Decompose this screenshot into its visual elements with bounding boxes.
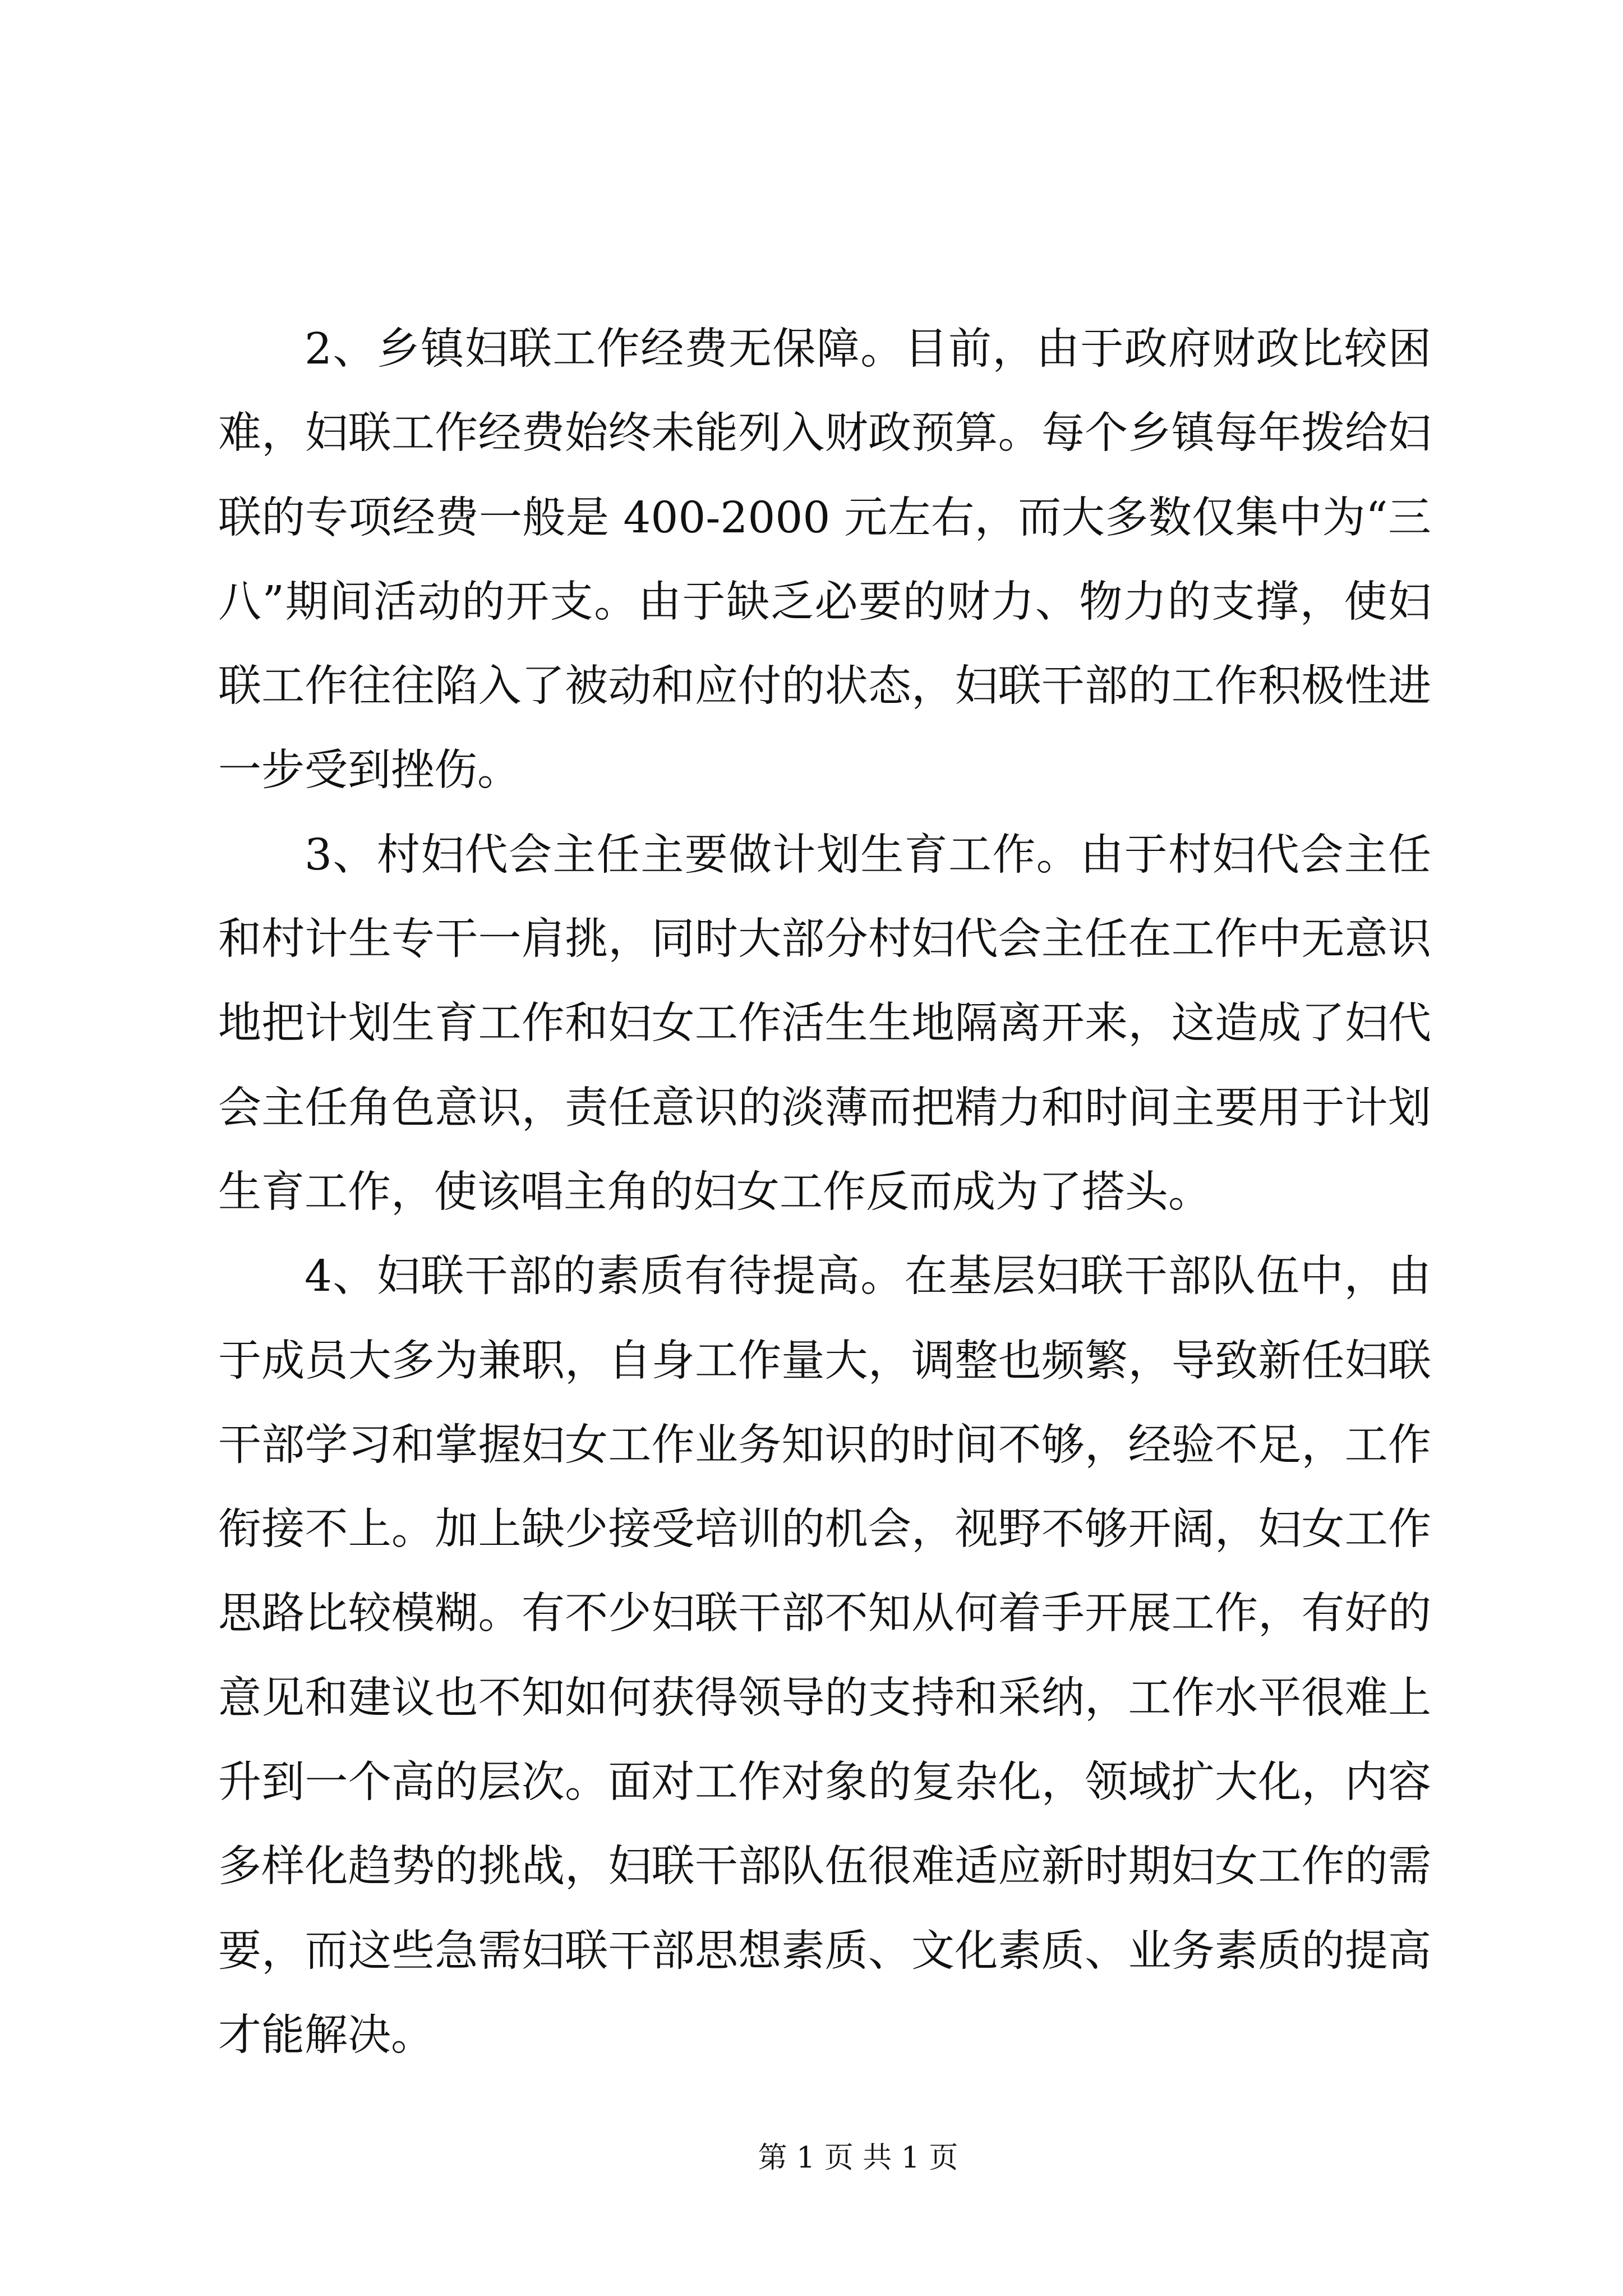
text-line: 八”期间活动的开支。由于缺乏必要的财力、物力的支撑，使妇 [218, 577, 1431, 627]
text-line: 才能解决。 [218, 2010, 434, 2060]
text-line: 和村计生专干一肩挑，同时大部分村妇代会主任在工作中无意识 [218, 914, 1431, 965]
text-line: 会主任角色意识，责任意识的淡薄而把精力和时间主要用于计划 [218, 1083, 1431, 1133]
text-line: 3、村妇代会主任主要做计划生育工作。由于村妇代会主任 [305, 830, 1431, 880]
text-line: 意见和建议也不知如何获得领导的支持和采纳，工作水平很难上 [218, 1673, 1431, 1723]
paragraph [218, 813, 1431, 1235]
text-line: 升到一个高的层次。面对工作对象的复杂化，领域扩大化，内容 [218, 1757, 1431, 1808]
text-line: 生育工作，使该唱主角的妇女工作反而成为了搭头。 [218, 1167, 1211, 1217]
document-body [218, 307, 1431, 2078]
text-line: 多样化趋势的挑战，妇联干部队伍很难适应新时期妇女工作的需 [218, 1842, 1431, 1892]
text-line: 4、妇联干部的素质有待提高。在基层妇联干部队伍中，由 [305, 1251, 1431, 1302]
text-line: 衔接不上。加上缺少接受培训的机会，视野不够开阔，妇女工作 [218, 1504, 1431, 1555]
text-line: 地把计划生育工作和妇女工作活生生地隔离开来，这造成了妇代 [218, 999, 1431, 1049]
page-footer: 第 1 页 共 1 页 [758, 2141, 958, 2175]
text-line: 难，妇联工作经费始终未能列入财政预算。每个乡镇每年拨给妇 [218, 408, 1431, 459]
text-line: 一步受到挫伤。 [218, 746, 520, 796]
text-line: 要，而这些急需妇联干部思想素质、文化素质、业务素质的提高 [218, 1926, 1431, 1976]
text-line: 2、乡镇妇联工作经费无保障。目前，由于政府财政比较困 [305, 324, 1431, 374]
paragraph [218, 1235, 1431, 2078]
text-line: 干部学习和掌握妇女工作业务知识的时间不够，经验不足，工作 [218, 1420, 1431, 1470]
text-line: 思路比较模糊。有不少妇联干部不知从何着手开展工作，有好的 [218, 1589, 1431, 1639]
paragraph [218, 307, 1431, 813]
text-line: 联的专项经费一般是 400-2000 元左右，而大多数仅集中为“三 [218, 493, 1431, 543]
text-line: 于成员大多为兼职，自身工作量大，调整也频繁，导致新任妇联 [218, 1336, 1431, 1386]
text-line: 联工作往往陷入了被动和应付的状态，妇联干部的工作积极性进 [218, 661, 1431, 712]
